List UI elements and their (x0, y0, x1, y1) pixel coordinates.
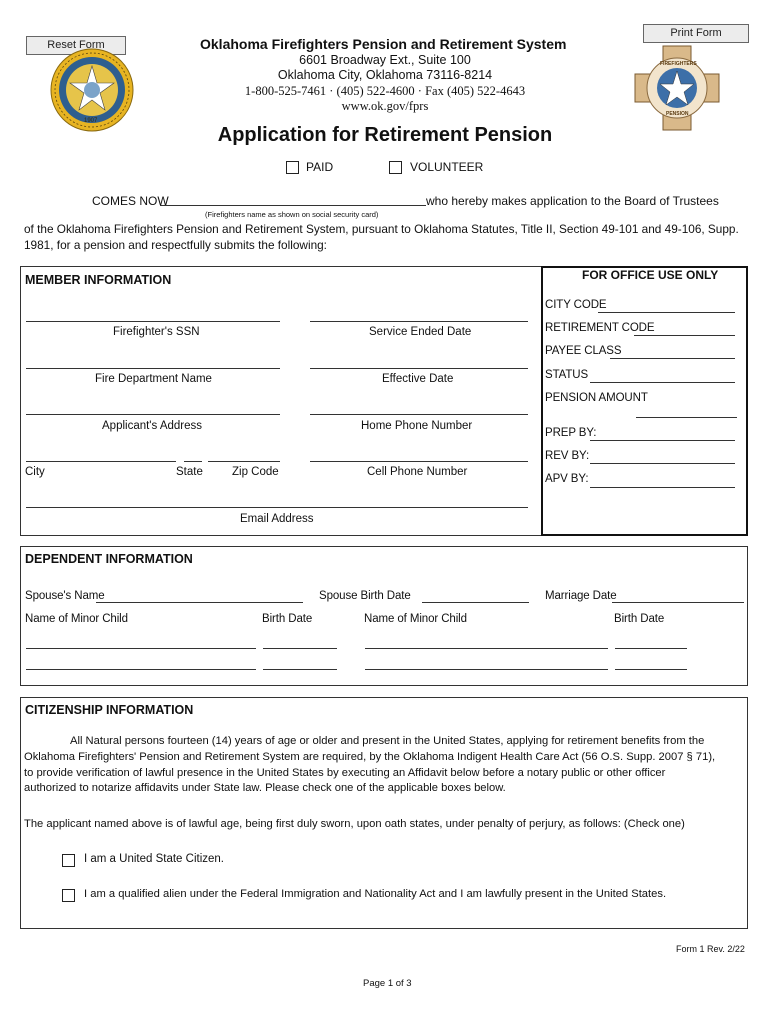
zip-label: Zip Code (232, 466, 279, 478)
email-field[interactable] (26, 507, 528, 508)
minor-child-name-3[interactable] (26, 669, 256, 670)
rev-by-label: REV BY: (545, 450, 590, 462)
dependent-info-title: DEPENDENT INFORMATION (25, 552, 193, 566)
minor-child-name-2[interactable] (365, 648, 608, 649)
volunteer-label: VOLUNTEER (410, 160, 484, 174)
prep-by-field[interactable] (590, 440, 735, 441)
city-field[interactable] (26, 461, 176, 462)
home-phone-field[interactable] (310, 414, 528, 415)
city-code-field[interactable] (598, 312, 735, 313)
fire-dept-field[interactable] (26, 368, 280, 369)
birth-date-label-2: Birth Date (614, 613, 665, 625)
emblem-bottom-text: PENSION (666, 111, 689, 117)
website: www.ok.gov/fprs (341, 99, 429, 113)
firefighters-pension-emblem (633, 44, 721, 132)
retirement-code-label: RETIREMENT CODE (545, 322, 655, 334)
spouse-name-label: Spouse's Name (25, 590, 105, 602)
citizenship-para-l4: authorized to notarize affidavits under State law. Please check one of the applicable boxes below. (24, 782, 506, 794)
minor-child-birth-3[interactable] (263, 669, 337, 670)
form-revision: Form 1 Rev. 2/22 (676, 944, 745, 954)
page-number: Page 1 of 3 (363, 978, 412, 989)
qualified-alien-label: I am a qualified alien under the Federal Immigration and Nationality Act and I am lawfully present in the United States. (84, 888, 667, 900)
paid-label: PAID (306, 160, 334, 174)
minor-child-label-1: Name of Minor Child (25, 613, 128, 625)
pension-amount-label: PENSION AMOUNT (545, 392, 648, 404)
payee-class-field[interactable] (610, 358, 735, 359)
cell-phone-label: Cell Phone Number (367, 466, 468, 478)
address-line-2: Oklahoma City, Oklahoma 73116-8214 (277, 68, 493, 82)
oklahoma-state-seal (50, 48, 134, 132)
member-info-title: MEMBER INFORMATION (25, 273, 172, 287)
us-citizen-label: I am a United State Citizen. (84, 853, 224, 865)
marriage-date-label: Marriage Date (545, 590, 617, 602)
spouse-name-field[interactable] (96, 602, 303, 603)
minor-child-label-2: Name of Minor Child (364, 613, 467, 625)
city-code-label: CITY CODE (545, 299, 607, 311)
citizenship-title: CITIZENSHIP INFORMATION (25, 703, 194, 717)
city-label: City (25, 466, 45, 478)
citizenship-para-l1: All Natural persons fourteen (14) years of age or older and present in the United States, applying for retirement benefits from the (70, 735, 705, 747)
us-citizen-checkbox[interactable] (62, 854, 75, 867)
fire-dept-label: Fire Department Name (95, 373, 212, 385)
state-field[interactable] (184, 461, 202, 462)
minor-child-birth-4[interactable] (615, 669, 687, 670)
service-ended-field[interactable] (310, 321, 528, 322)
citizenship-para-l2: Oklahoma Firefighters' Pension and Retirement System are required, by the Oklahoma Indigent Health Care Act (56 O.S. Supp. 2007 § 71), (24, 751, 716, 763)
status-field[interactable] (590, 382, 735, 383)
spouse-birth-label: Spouse Birth Date (319, 590, 411, 602)
print-form-button[interactable]: Print Form (643, 24, 749, 43)
qualified-alien-checkbox[interactable] (62, 889, 75, 902)
address-field[interactable] (26, 414, 280, 415)
payee-class-label: PAYEE CLASS (545, 345, 622, 357)
marriage-date-field[interactable] (612, 602, 744, 603)
page-title: Application for Retirement Pension (217, 124, 553, 146)
minor-child-birth-2[interactable] (615, 648, 687, 649)
pension-amount-field[interactable] (636, 417, 737, 418)
reset-form-button[interactable]: Reset Form (26, 36, 126, 55)
intro-line-1: of the Oklahoma Firefighters Pension and Retirement System, pursuant to Oklahoma Statutes, Title II, Section 49-101 and 49-106, Supp. (24, 222, 739, 236)
ssn-label: Firefighter's SSN (113, 326, 200, 338)
cell-phone-field[interactable] (310, 461, 528, 462)
intro-line-2: 1981, for a pension and respectfully submits the following: (24, 238, 327, 252)
rev-by-field[interactable] (590, 463, 735, 464)
citizenship-para-l3: to provide verification of lawful presence in the United States by executing an Affidavit below before a notary public or other officer (24, 767, 666, 779)
address-label: Applicant's Address (102, 420, 203, 432)
minor-child-name-4[interactable] (365, 669, 608, 670)
prep-by-label: PREP BY: (545, 427, 597, 439)
service-ended-label: Service Ended Date (369, 326, 472, 338)
apv-by-field[interactable] (590, 487, 735, 488)
ssn-field[interactable] (26, 321, 280, 322)
hereby-text: who hereby makes application to the Board of Trustees (426, 194, 719, 208)
birth-date-label-1: Birth Date (262, 613, 313, 625)
emblem-top-text: FIREFIGHTERS (660, 61, 697, 67)
spouse-birth-field[interactable] (422, 602, 529, 603)
comes-now-label: COMES NOW (92, 194, 169, 208)
oath-statement: The applicant named above is of lawful age, being first duly sworn, upon oath states, under penalty of perjury, as follows: (Check one) (24, 818, 685, 830)
state-label: State (176, 466, 203, 478)
seal-year: 1907 (84, 118, 98, 124)
phone-line: 1-800-525-7461 · (405) 522-4600 · Fax (405) 522-4643 (244, 84, 526, 98)
apv-by-label: APV BY: (545, 473, 589, 485)
effective-date-field[interactable] (310, 368, 528, 369)
minor-child-birth-1[interactable] (263, 648, 337, 649)
home-phone-label: Home Phone Number (361, 420, 473, 432)
zip-field[interactable] (208, 461, 280, 462)
office-use-title: FOR OFFICE USE ONLY (582, 268, 719, 282)
name-note: (Firefighters name as shown on social security card) (205, 210, 379, 219)
minor-child-name-1[interactable] (26, 648, 256, 649)
address-line-1: 6601 Broadway Ext., Suite 100 (299, 53, 471, 67)
retirement-code-field[interactable] (634, 335, 735, 336)
effective-date-label: Effective Date (382, 373, 454, 385)
status-label: STATUS (545, 369, 589, 381)
email-label: Email Address (240, 513, 314, 525)
volunteer-checkbox[interactable] (389, 161, 402, 174)
paid-checkbox[interactable] (286, 161, 299, 174)
firefighter-name-field[interactable] (160, 205, 426, 206)
org-name: Oklahoma Firefighters Pension and Retirement System (200, 36, 567, 52)
